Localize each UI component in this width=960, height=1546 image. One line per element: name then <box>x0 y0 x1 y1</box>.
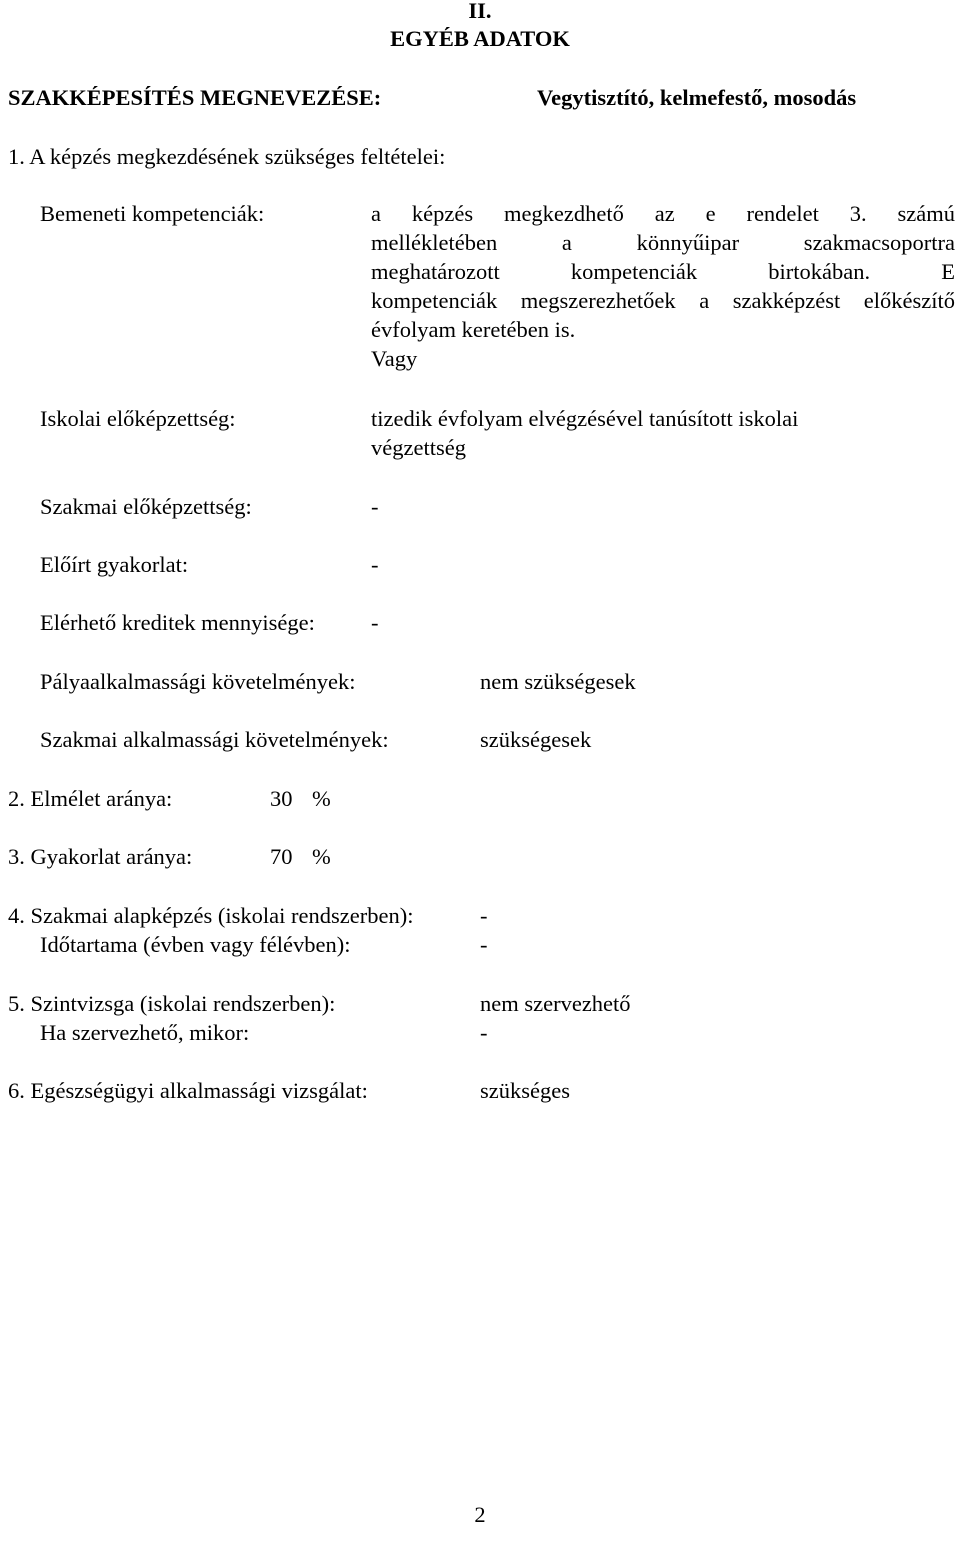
credits-value: - <box>371 610 379 635</box>
level-exam-value: nem szervezhető <box>480 991 631 1016</box>
section-1-heading: 1. A képzés megkezdésének szükséges feltételei: <box>8 144 446 169</box>
credits-label: Elérhető kreditek mennyisége: <box>40 610 315 635</box>
school-qualification-line: tizedik évfolyam elvégzésével tanúsított iskolai <box>371 406 799 431</box>
qualification-label: SZAKKÉPESÍTÉS MEGNEVEZÉSE: <box>8 85 382 110</box>
basic-training-label: 4. Szakmai alapképzés (iskolai rendszerben): <box>8 903 414 928</box>
part-number: II. <box>468 0 492 23</box>
professional-aptitude-label: Szakmai alkalmassági követelmények: <box>40 727 389 752</box>
theory-ratio-value: 30 <box>270 786 293 811</box>
entry-competencies-line: kompetenciák megszerezhetőek a szakképzést előkészítő <box>371 288 955 313</box>
practice-ratio-label: 3. Gyakorlat aránya: <box>8 844 193 869</box>
required-practice-label: Előírt gyakorlat: <box>40 552 189 577</box>
health-exam-label: 6. Egészségügyi alkalmassági vizsgálat: <box>8 1078 368 1103</box>
theory-ratio-label: 2. Elmélet aránya: <box>8 786 173 811</box>
entry-competencies-label: Bemeneti kompetenciák: <box>40 201 265 226</box>
career-aptitude-value: nem szükségesek <box>480 669 636 694</box>
page-title: EGYÉB ADATOK <box>390 26 570 51</box>
professional-aptitude-value: szükségesek <box>480 727 592 752</box>
basic-training-value: - <box>480 903 488 928</box>
school-qualification-text <box>371 404 955 462</box>
level-exam-when-label: Ha szervezhető, mikor: <box>40 1020 250 1045</box>
page-number: 2 <box>474 1502 486 1527</box>
school-qualification-line: végzettség <box>371 435 466 460</box>
required-practice-value: - <box>371 552 379 577</box>
theory-ratio-unit: % <box>312 786 331 811</box>
practice-ratio-unit: % <box>312 844 331 869</box>
entry-competencies-text <box>371 199 955 373</box>
or-text: Vagy <box>371 346 418 371</box>
practice-ratio-value: 70 <box>270 844 293 869</box>
career-aptitude-label: Pályaalkalmassági követelmények: <box>40 669 356 694</box>
duration-label: Időtartama (évben vagy félévben): <box>40 932 351 957</box>
school-qualification-label: Iskolai előképzettség: <box>40 406 236 431</box>
entry-competencies-line: meghatározott kompetenciák birtokában. E <box>371 259 955 284</box>
qualification-value: Vegytisztító, kelmefestő, mosodás <box>537 85 857 110</box>
professional-prequalification-label: Szakmai előképzettség: <box>40 494 252 519</box>
level-exam-label: 5. Szintvizsga (iskolai rendszerben): <box>8 991 336 1016</box>
entry-competencies-line: a képzés megkezdhető az e rendelet 3. számú <box>371 201 955 226</box>
entry-competencies-line: évfolyam keretében is. <box>371 317 576 342</box>
level-exam-when-value: - <box>480 1020 488 1045</box>
entry-competencies-line: mellékletében a könnyűipar szakmacsoportra <box>371 230 955 255</box>
professional-prequalification-value: - <box>371 494 379 519</box>
health-exam-value: szükséges <box>480 1078 570 1103</box>
duration-value: - <box>480 932 488 957</box>
